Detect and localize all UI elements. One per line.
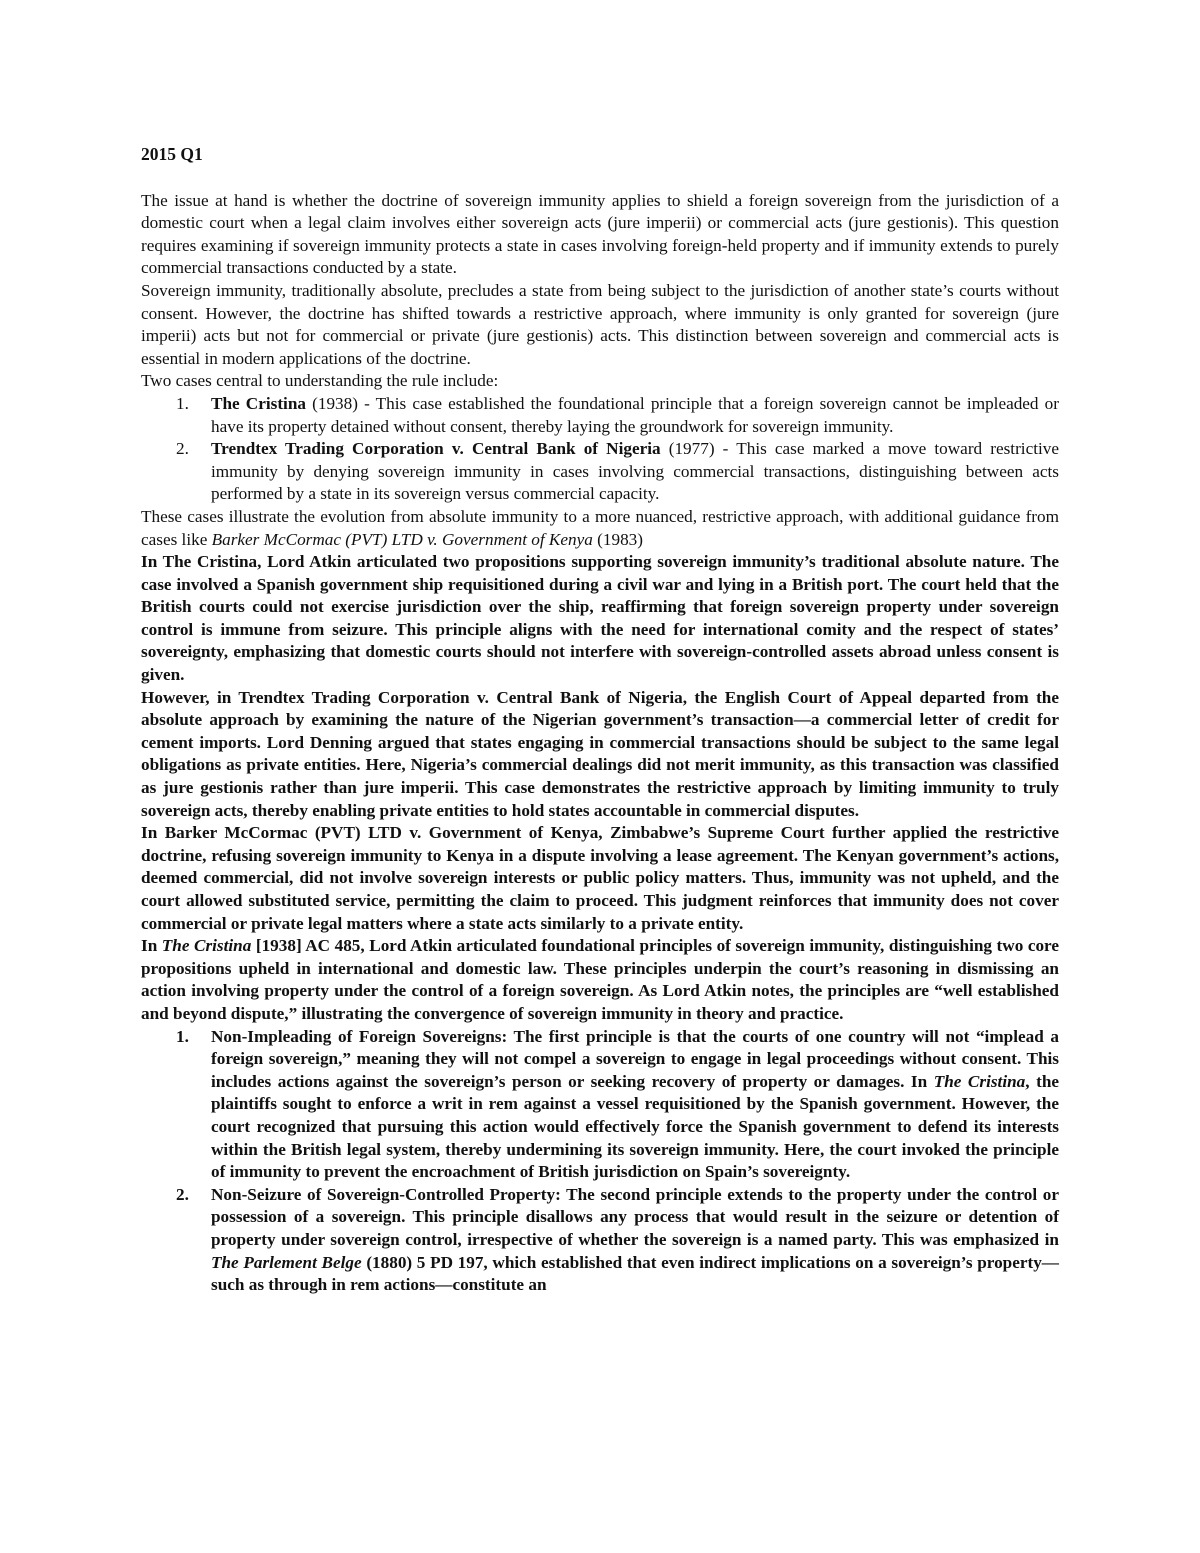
cases-list bbox=[141, 393, 1059, 506]
list-item: 2. Non-Seizure of Sovereign-Controlled Property: The second principle extends to the property under the control or possession of a sovereign. This principle disallows any process that would result in the seizure or detention of property under sovereign control, irrespective of whether the sovereign is a named party. This was emphasized in The Parlement Belge (1880) 5 PD 197, which established that even indirect implications on a sovereign’s property—such as through in rem actions—constitute an bbox=[176, 1184, 1059, 1295]
case-citation: Barker McCormac (PVT) LTD v. Government of Kenya bbox=[211, 529, 593, 549]
list-item bbox=[141, 393, 1059, 438]
list-item bbox=[141, 438, 1059, 506]
case-description: (1977) - This case marked a move toward restrictive immunity by denying sovereign immunity in cases involving commercial transactions, distinguishing between acts performed by a state in its sovereign versus commercial capacity. bbox=[211, 439, 1059, 504]
list-number: 2. bbox=[176, 1184, 189, 1204]
case-name: Trendtex Trading Corporation v. Central Bank of Nigeria bbox=[211, 439, 661, 459]
case-citation: The Parlement Belge bbox=[211, 1252, 362, 1272]
paragraph-cases-intro: Two cases central to understanding the rule include: bbox=[141, 371, 499, 391]
paragraph-issue: The issue at hand is whether the doctrine of sovereign immunity applies to shield a foreign sovereign from the jurisdiction of a domestic court when a legal claim involves either sovereign acts (jure imperii) or commercial acts (jure gestionis). This question requires examining if sovereign immunity protects a state in cases involving foreign-held property and if immunity extends to purely commercial transactions conducted by a state. bbox=[141, 190, 1059, 278]
list-item: 1. Non-Impleading of Foreign Sovereigns: The first principle is that the courts of one country will not “implead a foreign sovereign,” meaning they will not compel a sovereign to engage in legal proceedings without consent. This includes actions against the sovereign’s person or seeking recovery of property or damages. In The Cristina, the plaintiffs sought to enforce a writ in rem against a vessel requisitioned by the Spanish government. However, the court recognized that pursuing this action would effectively force the Spanish government to defend its interests within the British legal system, thereby undermining its sovereign immunity. Here, the court invoked the principle of immunity to prevent the encroachment of British jurisdiction on Spain’s sovereignty. bbox=[176, 1026, 1060, 1182]
case-name: The Cristina bbox=[211, 393, 306, 413]
paragraph-barker: In Barker McCormac (PVT) LTD v. Government of Kenya, Zimbabwe’s Supreme Court further applied the restrictive doctrine, refusing sovereign immunity to Kenya in a dispute involving a lease agreement. The Kenyan government’s actions, deemed commercial, did not involve sovereign interests or public policy matters. Thus, immunity was not upheld, and the court allowed substituted service, permitting the claim to proceed. This judgment reinforces that immunity does not cover commercial or private legal matters where a state acts similarly to a private entity. bbox=[141, 823, 1059, 933]
paragraph-text: These cases illustrate the evolution from absolute immunity to a more nuanced, restrictive approach, with additional guidance from cases like bbox=[141, 506, 1059, 549]
case-description: (1938) - This case established the foundational principle that a foreign sovereign cannot be impleaded or have its property detained without consent, thereby laying the groundwork for sovereign immunity. bbox=[211, 393, 1059, 436]
case-citation: The Cristina bbox=[161, 936, 252, 956]
paragraph-evolution bbox=[141, 506, 1059, 551]
paragraph-tail: (1983) bbox=[592, 529, 643, 549]
paragraph-trendtex: However, in Trendtex Trading Corporation v. Central Bank of Nigeria, the English Court of Appeal departed from the absolute approach by examining the nature of the Nigerian government’s transaction—a commercial letter of credit for cement imports. Lord Denning argued that states engaging in commercial transactions should be subject to the same legal obligations as private entities. Here, Nigeria’s commercial dealings did not merit immunity, as this transaction was classified as jure gestionis rather than jure imperii. This case demonstrates the restrictive approach by limiting immunity to truly sovereign acts, thereby enabling private entities to hold states accountable in commercial disputes. bbox=[141, 687, 1059, 820]
paragraph-cristina: In The Cristina, Lord Atkin articulated two propositions supporting sovereign immunity’s traditional absolute nature. The case involved a Spanish government ship requisitioned during a civil war and lying in a British port. The court held that the British courts could not exercise jurisdiction over the ship, reaffirming that foreign sovereign property under sovereign control is immune from seizure. This principle aligns with the need for international comity and the respect of states’ sovereignty, emphasizing that domestic courts should not interfere with sovereign-controlled assets abroad unless consent is given. bbox=[141, 552, 1059, 685]
page-title: 2015 Q1 bbox=[141, 144, 203, 164]
principles-list bbox=[141, 1026, 1059, 1297]
paragraph-principles-intro: In The Cristina [1938] AC 485, Lord Atkin articulated foundational principles of sovereign immunity, distinguishing two core propositions upheld in international and domestic law. These principles underpin the court’s reasoning in dismissing an action involving property under the control of a foreign sovereign. As Lord Atkin notes, the principles are “well established and beyond dispute,” illustrating the convergence of sovereign immunity in theory and practice. bbox=[141, 936, 1059, 1023]
list-number: 1. bbox=[176, 393, 189, 413]
list-number: 2. bbox=[176, 439, 189, 459]
paragraph-sovereign-immunity: Sovereign immunity, traditionally absolute, precludes a state from being subject to the jurisdiction of another state’s courts without consent. However, the doctrine has shifted towards a restrictive approach, where immunity is only granted for sovereign (jure imperii) acts but not for commercial or private (jure gestionis) acts. This distinction between sovereign and commercial acts is essential in modern applications of the doctrine. bbox=[141, 280, 1059, 368]
list-number: 1. bbox=[176, 1026, 189, 1046]
case-citation: The Cristina bbox=[933, 1071, 1026, 1091]
